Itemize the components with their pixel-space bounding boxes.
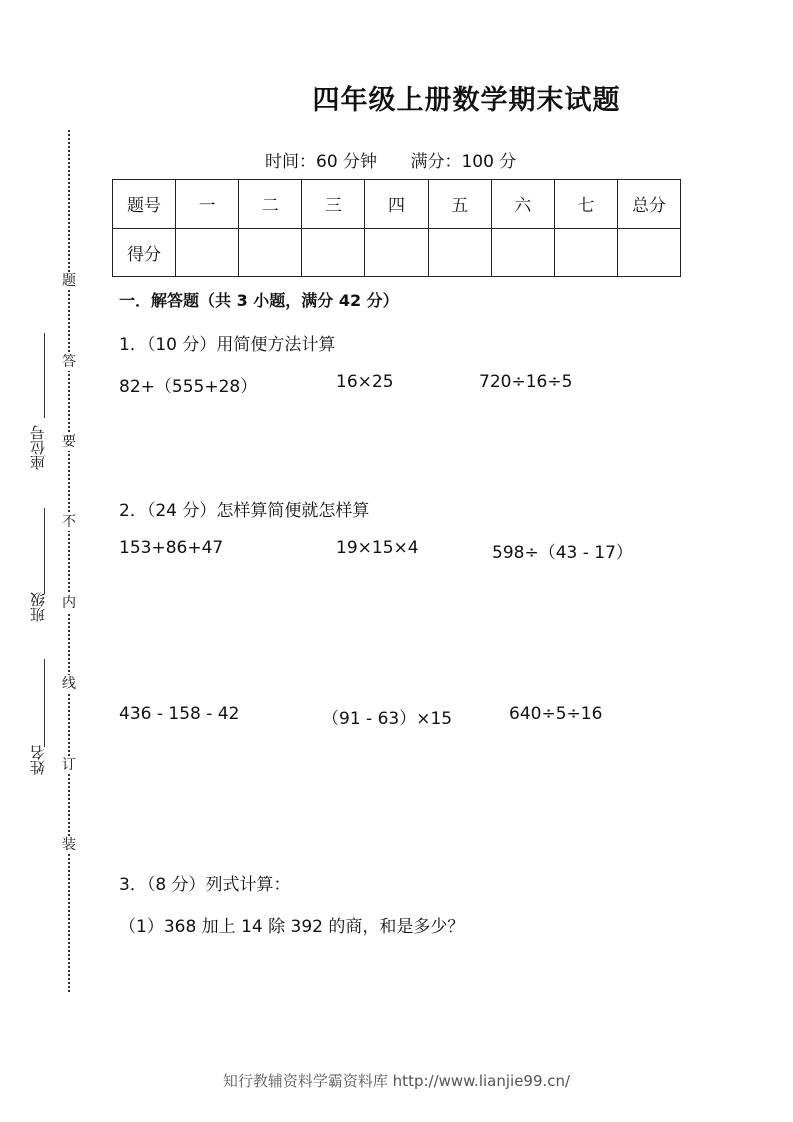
score-table-header-row — [113, 180, 681, 229]
score-cell-total[interactable] — [617, 228, 680, 277]
margin-char-da: 答 — [62, 354, 76, 370]
header-cell-6: 六 — [491, 180, 554, 229]
margin-char-ti: 题 — [62, 273, 76, 289]
header-cell-2: 二 — [239, 180, 302, 229]
score-cell-4[interactable] — [365, 228, 428, 277]
header-cell-total: 总分 — [617, 180, 680, 229]
q3-subquestion-1: （1）368 加上 14 除 392 的商，和是多少？ — [119, 917, 465, 937]
q1-expression-1: 82+（555+28） — [119, 377, 258, 397]
binding-dotted-line — [68, 130, 70, 992]
page-footer: 知行教辅资料学霸资料库 http://www.lianjie99.cn/ — [222, 1072, 571, 1090]
score-cell-3[interactable] — [302, 228, 365, 277]
row-label-score: 得分 — [113, 228, 176, 277]
score-cell-6[interactable] — [491, 228, 554, 277]
header-cell-5: 五 — [428, 180, 491, 229]
q2-expression-2: 19×15×4 — [336, 538, 419, 558]
score-cell-2[interactable] — [239, 228, 302, 277]
header-cell-number: 题号 — [113, 180, 176, 229]
q1-expression-2: 16×25 — [336, 372, 394, 392]
score-cell-5[interactable] — [428, 228, 491, 277]
score-table — [112, 179, 681, 277]
score-cell-7[interactable] — [554, 228, 617, 277]
class-underline — [44, 508, 45, 594]
section-heading: 一．解答题（共 3 小题，满分 42 分） — [119, 291, 399, 310]
score-cell-1[interactable] — [176, 228, 239, 277]
class-label: 班级 — [29, 592, 47, 622]
question-1-title: 1．（10 分）用简便方法计算 — [119, 335, 336, 355]
q2-expression-6: 640÷5÷16 — [509, 704, 603, 724]
question-2-title: 2．（24 分）怎样算简便就怎样算 — [119, 501, 370, 521]
score-label: 满分：100 分 — [410, 152, 517, 172]
q1-expression-3: 720÷16÷5 — [479, 372, 573, 392]
name-label: 姓名 — [29, 745, 47, 775]
q2-expression-3: 598÷（43 - 17） — [492, 543, 633, 563]
header-cell-4: 四 — [365, 180, 428, 229]
page-title: 四年级上册数学期末试题 — [312, 85, 621, 116]
question-3-title: 3．（8 分）列式计算： — [119, 875, 291, 895]
header-cell-7: 七 — [554, 180, 617, 229]
seat-underline — [44, 333, 45, 418]
score-table-score-row — [113, 228, 681, 277]
q2-expression-4: 436 - 158 - 42 — [119, 704, 240, 724]
seat-label: 座位号 — [29, 425, 47, 470]
exam-info — [265, 147, 516, 172]
q2-expression-5: （91 - 63）×15 — [322, 709, 453, 729]
time-label: 时间：60 分钟 — [265, 152, 378, 172]
margin-char-yao: 要 — [62, 434, 76, 450]
margin-char-zhuang: 装 — [62, 837, 76, 853]
margin-char-nei: 内 — [62, 595, 76, 611]
margin-char-xian: 线 — [62, 676, 76, 692]
header-cell-3: 三 — [302, 180, 365, 229]
name-underline — [44, 659, 45, 747]
margin-char-bu: 不 — [62, 514, 76, 530]
q2-expression-1: 153+86+47 — [119, 538, 224, 558]
margin-char-ding: 订 — [62, 757, 76, 773]
header-cell-1: 一 — [176, 180, 239, 229]
